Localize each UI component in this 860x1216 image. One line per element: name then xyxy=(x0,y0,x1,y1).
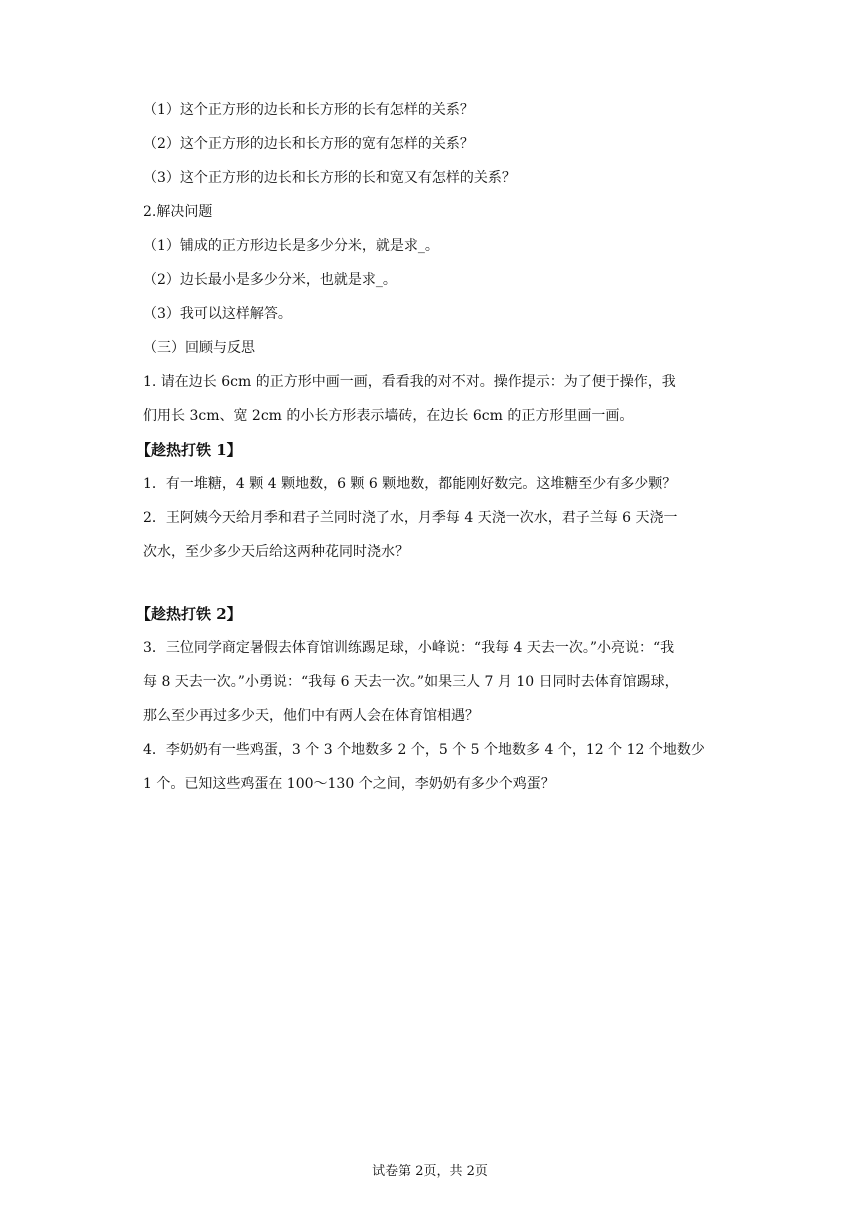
exercise-1: 1．有一堆糖，4 颗 4 颗地数，6 颗 6 颗地数，都能刚好数完。这堆糖至少有多少颗？ xyxy=(143,476,677,492)
review-paragraph-line-1: 1. 请在边长 6cm 的正方形中画一画，看看我的对不对。操作提示：为了便于操作，我 xyxy=(143,374,676,390)
question-line-1: （1）这个正方形的边长和长方形的长有怎样的关系？ xyxy=(143,102,474,118)
exercise-2-line-2: 次水，至少多少天后给这两种花同时浇水？ xyxy=(143,544,409,560)
exercise-3-line-3: 那么至少再过多少天，他们中有两人会在体育馆相遇？ xyxy=(143,708,479,724)
page-footer: 试卷第 2页，共 2页 xyxy=(372,1164,488,1179)
question-line-2: （2）这个正方形的边长和长方形的宽有怎样的关系？ xyxy=(143,136,474,152)
question-line-3: （3）这个正方形的边长和长方形的长和宽又有怎样的关系？ xyxy=(143,170,516,186)
review-heading: （三）回顾与反思 xyxy=(143,340,255,356)
solve-heading: 2.解决问题 xyxy=(143,204,213,220)
review-paragraph-line-2: 们用长 3cm、宽 2cm 的小长方形表示墙砖，在边长 6cm 的正方形里画一画。 xyxy=(143,408,634,424)
exercise-4-line-2: 1 个。已知这些鸡蛋在 100～130 个之间，李奶奶有多少个鸡蛋？ xyxy=(143,776,555,792)
exercise-2-line-1: 2．王阿姨今天给月季和君子兰同时浇了水，月季每 4 天浇一次水，君子兰每 6 天浇一 xyxy=(143,510,678,526)
solve-line-2: （2）边长最小是多少分米，也就是求_。 xyxy=(143,272,397,288)
solve-line-1: （1）铺成的正方形边长是多少分米，就是求_。 xyxy=(143,238,439,254)
exercise-3-line-1: 3．三位同学商定暑假去体育馆训练踢足球，小峰说：“我每 4 天去一次。”小亮说：“我 xyxy=(143,640,675,656)
section-1-title: 【趁热打铁 1】 xyxy=(136,441,242,459)
exercise-4-line-1: 4．李奶奶有一些鸡蛋，3 个 3 个地数多 2 个，5 个 5 个地数多 4 个，12 个 12 个地数少 xyxy=(143,742,705,758)
solve-line-3: （3）我可以这样解答。 xyxy=(143,306,292,322)
section-2-title: 【趁热打铁 2】 xyxy=(136,605,242,623)
exercise-3-line-2: 每 8 天去一次。”小勇说：“我每 6 天去一次。”如果三人 7 月 10 日同时去体育馆踢球， xyxy=(143,674,679,690)
